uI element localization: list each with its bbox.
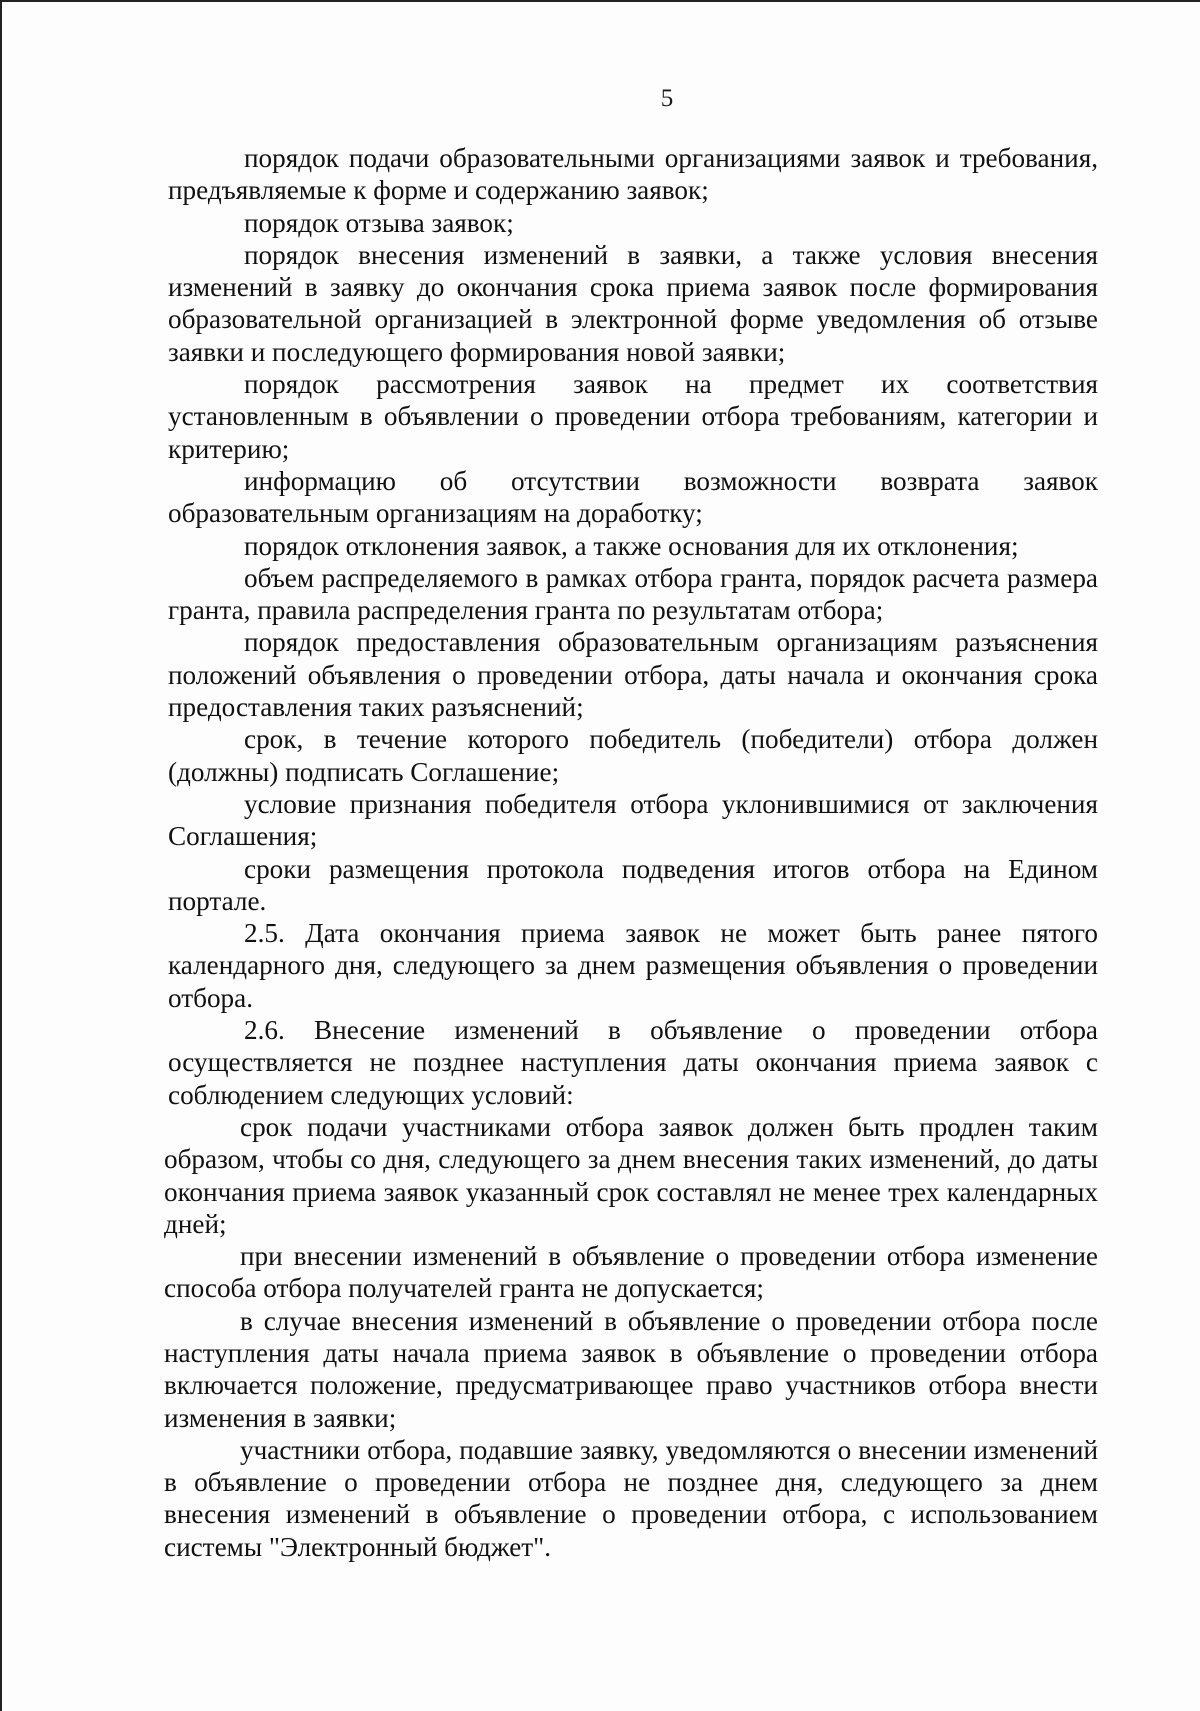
- paragraph: участники отбора, подавшие заявку, уведомляются о внесении изменений в объявление о проведении отбора не позднее дня, следующего за днем внесения изменений в объявление о проведении отбора, с использованием системы "Электронный бюджет".: [164, 1434, 1098, 1562]
- paragraph: информацию об отсутствии возможности возврата заявок образовательным организациям на доработку;: [168, 465, 1098, 529]
- page-number: 5: [660, 85, 674, 112]
- paragraph: порядок отклонения заявок, а также основания для их отклонения;: [244, 530, 1019, 561]
- paragraph: порядок рассмотрения заявок на предмет их соответствия установленным в объявлении о проведении отбора требованиям, категории и критерию;: [168, 369, 1098, 464]
- paragraph: порядок внесения изменений в заявки, а также условия внесения изменений в заявку до окончания срока приема заявок после формирования образовательной организацией в электронной форме уведомления об отзыве заявки и последующего формирования новой заявки;: [168, 239, 1098, 367]
- section-paragraph-2-6: 2.6. Внесение изменений в объявление о проведении отбора осуществляется не позднее наступления даты окончания приема заявок с соблюдением следующих условий:: [168, 1015, 1098, 1110]
- section-paragraph-2-5: 2.5. Дата окончания приема заявок не может быть ранее пятого календарного дня, следующего за днем размещения объявления о проведении отбора.: [168, 918, 1098, 1013]
- paragraph: объем распределяемого в рамках отбора гранта, порядок расчета размера гранта, правила распределения гранта по результатам отбора;: [168, 562, 1098, 626]
- paragraph: порядок подачи образовательными организациями заявок и требования, предъявляемые к форме и содержанию заявок;: [168, 143, 1098, 206]
- paragraph: порядок отзыва заявок;: [244, 207, 514, 238]
- paragraph: при внесении изменений в объявление о проведении отбора изменение способа отбора получателей гранта не допускается;: [164, 1241, 1098, 1304]
- paragraph: срок подачи участниками отбора заявок должен быть продлен таким образом, чтобы со дня, следующего за днем внесения таких изменений, до даты окончания приема заявок указанный срок составлял не менее трех календарных дней;: [164, 1111, 1098, 1239]
- paragraph: сроки размещения протокола подведения итогов отбора на Едином портале.: [168, 853, 1098, 916]
- document-body: [164, 142, 1098, 1563]
- paragraph: порядок предоставления образовательным организациям разъяснения положений объявления о проведении отбора, даты начала и окончания срока предоставления таких разъяснений;: [168, 627, 1098, 723]
- paragraph: в случае внесения изменений в объявление о проведении отбора после наступления даты начала приема заявок в объявление о проведении отбора включается положение, предусматривающее право участников отбора внести изменения в заявки;: [164, 1305, 1098, 1433]
- paragraph: условие признания победителя отбора уклонившимися от заключения Соглашения;: [168, 788, 1098, 852]
- paragraph: срок, в течение которого победитель (победители) отбора должен (должны) подписать Соглашение;: [168, 724, 1098, 787]
